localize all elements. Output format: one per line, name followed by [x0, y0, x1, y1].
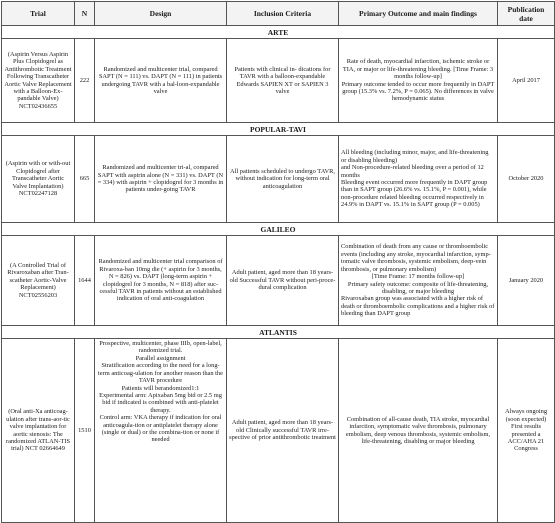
outcome-line: Primary safety outcome: composite of life-threatening, disabling, or major bleeding — [347, 280, 489, 295]
header-date: Publication date — [498, 2, 555, 26]
header-outcome: Primary Outcome and main findings — [339, 2, 498, 26]
header-row — [2, 2, 555, 26]
table-row-arte — [2, 39, 555, 123]
section-title: ARTE — [2, 26, 555, 39]
design-line: Control arm: VKA therapy if indication for oral anticoagula-tion or antiplatelet therapy alone (single or dual) or the combina-tion or none if needed — [99, 414, 222, 444]
cell-outcome — [339, 136, 498, 223]
cell-outcome — [339, 39, 498, 123]
cell-trial: (Aspirin with or with-out Clopidogrel after Transcatheter Aortic Valve Implantation) NCT02247128 — [2, 136, 75, 223]
cell-inclusion: Patients with clinical in- dications for TAVR with a balloon-expandable Edwards SAPIEN XT or SAPIEN 3 valve — [227, 39, 339, 123]
outcome-line: Primary outcome tended to occur more frequently in DAPT group (15.3% vs. 7.2%, P = 0.065). No differences in valve hemodynamic status — [341, 80, 495, 103]
section-title: POPULAR-TAVI — [2, 123, 555, 136]
header-inclusion: Inclusion Criteria — [227, 2, 339, 26]
design-line: Stratification according to the need for a long-term anticoag-ulation for another reason than the TAVR procedure — [98, 362, 223, 385]
cell-trial: (Oral anti-Xa anticoag-ulation after trans-aor-tic valve implantation for aortic stenosis: The randomized ATLAN-TIS trial) NCT 02664649 — [2, 339, 75, 523]
cell-date: Always ongoing (soon expected) First results presented a ACC/AHA 21 Congress — [498, 339, 555, 523]
outcome-line: [Time Frame: 17 months follow-up] — [371, 273, 465, 281]
cell-inclusion: Adult patient, aged more than 18 years-old Successful TAVR without peri-proce-dural complication — [227, 236, 339, 326]
cell-outcome — [339, 339, 498, 523]
section-title: GALILEO — [2, 223, 555, 236]
trials-table — [1, 1, 555, 523]
outcome-line: months follow-up] — [394, 73, 442, 81]
section-header-arte — [2, 26, 555, 39]
section-header-galileo — [2, 223, 555, 236]
design-line: Parallel assignment — [135, 354, 186, 362]
cell-date: January 2020 — [498, 236, 555, 326]
header-n: N — [75, 2, 95, 26]
outcome-line: Rivaroxaban group was associated with a higher risk of death or thromboembolic complications and a higher risk of bleeding than DAPT group — [341, 295, 495, 318]
cell-n: 1644 — [75, 236, 95, 326]
outcome-line: Bleeding event occurred more frequently in DAPT group than in SAPT group (26.6% vs. 15.1%, P = 0.001), while non-procedure related bleeding occurred respectively in 24.9% in DAPT vs. 15.1% in SAPT group (P = 0.005) — [341, 179, 488, 209]
section-title: ATLANTIS — [2, 326, 555, 339]
design-line: Patients will berandomized1:1 — [121, 384, 200, 392]
cell-date: April 2017 — [498, 39, 555, 123]
table-row-atlantis — [2, 339, 555, 523]
cell-date: October 2020 — [498, 136, 555, 223]
cell-n: 665 — [75, 136, 95, 223]
table-row-popular-tavi — [2, 136, 555, 223]
cell-design: Randomized and multicenter trial comparison of Rivaroxa-ban 10mg die (+ aspirin for 3 months, N = 826) vs. DAPT (long-term aspirin + clopidogrel for 3 months, N = 818) after suc-cessful TAVR in patients without an established indication of oral anti-coagulation — [95, 236, 227, 326]
cell-design: Randomized and multicenter tri-al, compared SAPT with aspirin alone (N = 331) vs. DAPT (N = 334) with aspirin + clopidogrel for 3 months in patients under-going TAVR — [95, 136, 227, 223]
cell-trial: (Aspirin Versus Aspirin Plus Clopidogrel as Antithrombotic Treatment Following Transcatheter Aortic Valve Replacement with a Balloon-Ex-pandable Valve) NCT02436655 — [2, 39, 75, 123]
cell-inclusion: Adult patient, aged more than 18 years-old Clinically successful TAVR irre-spective of prior antithrombotic treatment — [227, 339, 339, 523]
header-design: Design — [95, 2, 227, 26]
cell-n: 222 — [75, 39, 95, 123]
cell-design — [95, 339, 227, 523]
section-header-popular-tavi — [2, 123, 555, 136]
design-line: Prospective, multicenter, phase IIIb, open-label, randomized trial. — [99, 340, 222, 355]
design-line: Experimental arm: Apixaban 5mg bid or 2.5 mg bid if indicated is combined with anti-platelet therapy. — [99, 391, 222, 414]
cell-outcome — [339, 236, 498, 326]
cell-n: 1510 — [75, 339, 95, 523]
outcome-line: Combination of all-cause death, TIA stroke, myocardial infarction, symptomatic valve thrombosis, pulmonary embolism, deep venous thrombosis, systemic embolism, life-threatening, disabling or major bleeding — [345, 415, 491, 445]
outcome-line: Combination of death from any cause or thromboembolic events (including any stroke, myocardial infarction, symp-tomatic valve thrombosis, systemic embolism, deep-vein thrombosis, or pulmonary embolism) — [341, 243, 491, 273]
cell-inclusion: All patients scheduled to undergo TAVR, without indication for long-term oral anticoagulation — [227, 136, 339, 223]
cell-design: Randomized and multicenter trial, compared SAPT (N = 111) vs. DAPT (N = 111) in patients undergoing TAVR with a bal-loon-expandable valve — [95, 39, 227, 123]
header-trial: Trial — [2, 2, 75, 26]
section-header-atlantis — [2, 326, 555, 339]
outcome-line: All bleeding (including minor, major, and life-threatening or disabling bleeding) — [341, 149, 489, 164]
outcome-line: Rate of death, myocardial infarction, ischemic stroke or TIA, or major or life-threatening bleeding. [Time Frame: 3 — [342, 58, 494, 73]
table-row-galileo — [2, 236, 555, 326]
cell-trial: (A Controlled Trial of Rivaroxaban after Tran-scatheter Aortic-Valve Replacement) NCT02556203 — [2, 236, 75, 326]
outcome-line: and Non-procedure-related bleeding over a period of 12 months — [341, 164, 484, 179]
